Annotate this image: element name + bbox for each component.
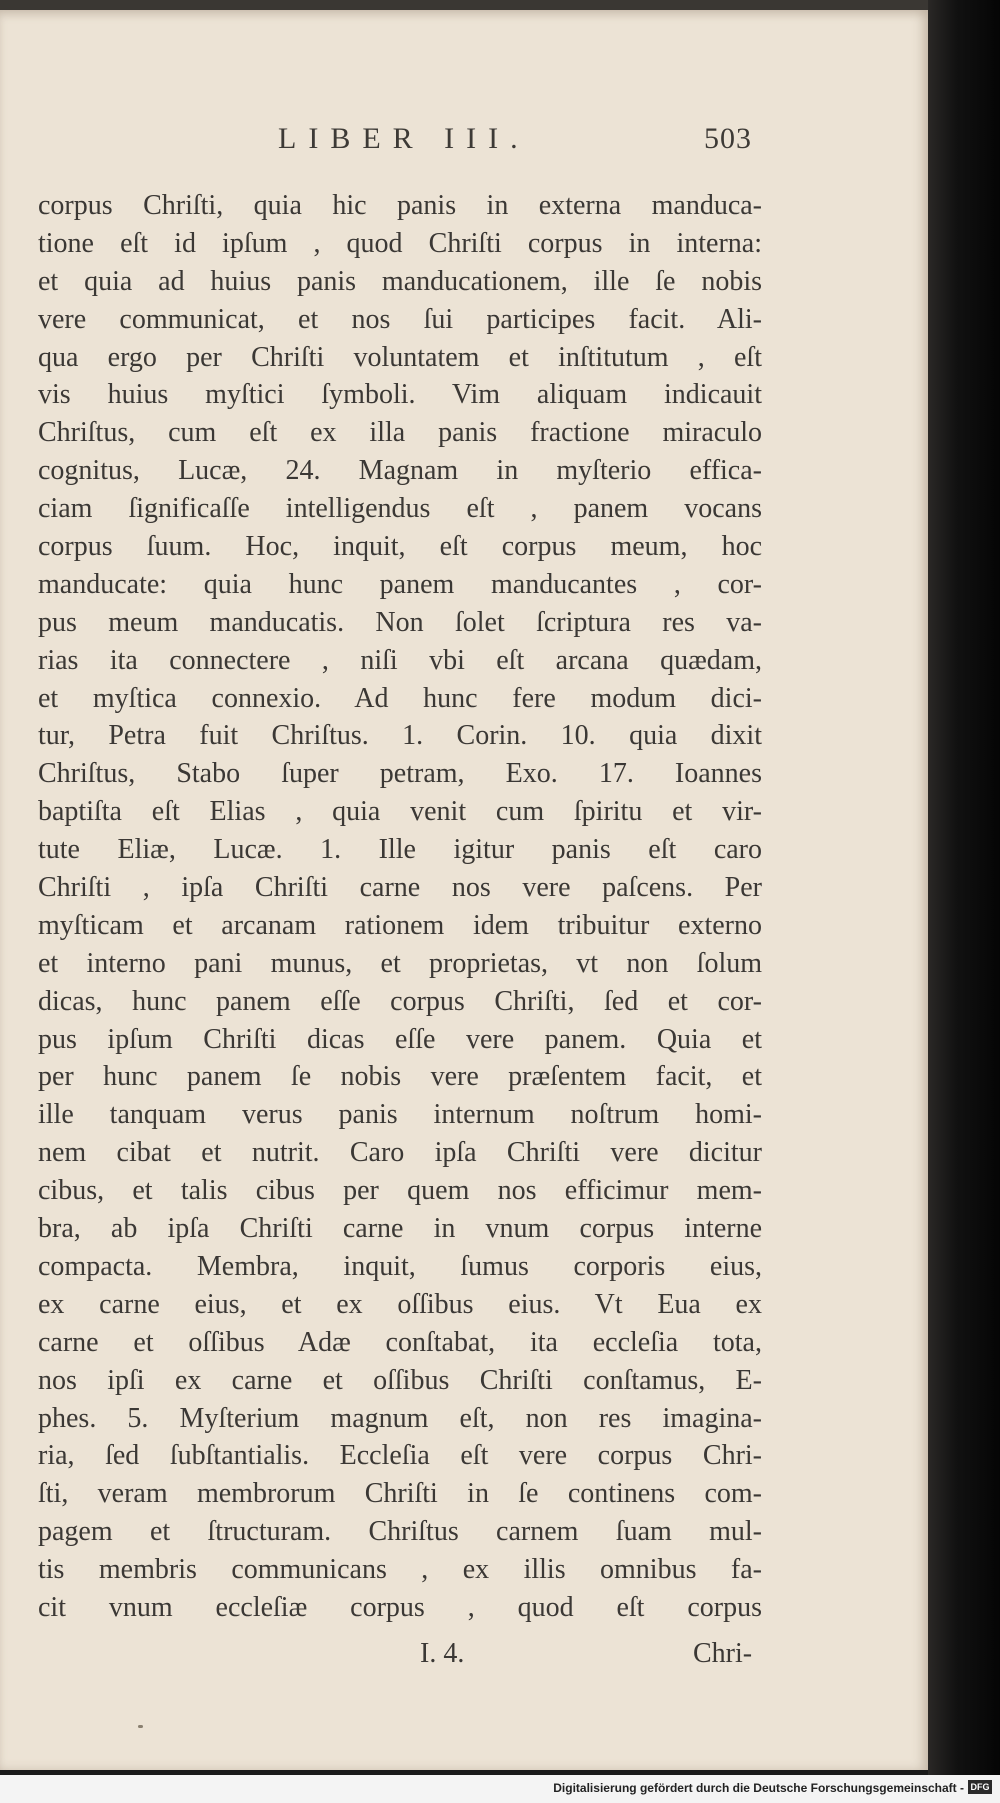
- text-line: et interno pani munus, et proprietas, vt non ſolum: [38, 947, 762, 979]
- text-line: pagem et ſtructuram. Chriſtus carnem ſuam mul-: [38, 1516, 762, 1548]
- text-line: cit vnum eccleſiæ corpus , quod eſt corpus: [38, 1591, 762, 1623]
- text-line: pus meum manducatis. Non ſolet ſcriptura res va-: [38, 606, 762, 638]
- text-line: myſticam et arcanam rationem idem tribuitur externo: [38, 909, 762, 941]
- text-line: tis membris communicans , ex illis omnibus fa-: [38, 1554, 762, 1586]
- text-line: vis huius myſtici ſymboli. Vim aliquam indicauit: [38, 379, 762, 411]
- text-line: carne et oſſibus Adæ conſtabat, ita eccleſia tota,: [38, 1326, 762, 1358]
- text-line: Chriſtus, Stabo ſuper petram, Exo. 17. Ioannes: [38, 758, 762, 790]
- text-line: nem cibat et nutrit. Caro ipſa Chriſti vere dicitur: [38, 1137, 762, 1169]
- text-line: ille tanquam verus panis internum noſtrum homi-: [38, 1099, 762, 1131]
- text-line: corpus ſuum. Hoc, inquit, eſt corpus meum, hoc: [38, 531, 762, 563]
- text-line: qua ergo per Chriſti voluntatem et inſtitutum , eſt: [38, 341, 762, 373]
- paper-speck: [138, 1725, 143, 1728]
- page-number: 503: [704, 122, 752, 155]
- text-line: manducate: quia hunc panem manducantes , cor-: [38, 568, 762, 600]
- text-line: phes. 5. Myſterium magnum eſt, non res imagina-: [38, 1402, 762, 1434]
- text-line: Chriſtus, cum eſt ex illa panis fractione miraculo: [38, 417, 762, 449]
- book-page: [0, 10, 928, 1770]
- running-header: [0, 122, 928, 162]
- text-line: Chriſti , ipſa Chriſti carne nos vere paſcens. Per: [38, 872, 762, 904]
- text-line: bra, ab ipſa Chriſti carne in vnum corpus interne: [38, 1213, 762, 1245]
- text-line: pus ipſum Chriſti dicas eſſe vere panem. Quia et: [38, 1023, 762, 1055]
- digitization-footer: [0, 1775, 1000, 1803]
- text-line: tute Eliæ, Lucæ. 1. Ille igitur panis eſt caro: [38, 834, 762, 866]
- running-title: LIBER III.: [278, 122, 530, 155]
- text-line: tione eſt id ipſum , quod Chriſti corpus in interna:: [38, 227, 762, 259]
- text-line: corpus Chriſti, quia hic panis in externa manduca-: [38, 190, 762, 221]
- text-line: ex carne eius, et ex oſſibus eius. Vt Eua ex: [38, 1288, 762, 1320]
- funding-note: Digitalisierung gefördert durch die Deutsche Forschungsgemeinschaft -: [553, 1781, 964, 1795]
- text-line: per hunc panem ſe nobis vere præſentem facit, et: [38, 1061, 762, 1093]
- text-line: baptiſta eſt Elias , quia venit cum ſpiritu et vir-: [38, 796, 762, 828]
- scan-right-edge: [928, 0, 1000, 1775]
- text-line: ciam ſignificaſſe intelligendus eſt , panem vocans: [38, 493, 762, 525]
- text-line: cognitus, Lucæ, 24. Magnam in myſterio effica-: [38, 455, 762, 487]
- text-line: ria, ſed ſubſtantialis. Eccleſia eſt vere corpus Chri-: [38, 1440, 762, 1472]
- text-line: et quia ad huius panis manducationem, ille ſe nobis: [38, 265, 762, 297]
- text-line: compacta. Membra, inquit, ſumus corporis eius,: [38, 1250, 762, 1282]
- text-line: cibus, et talis cibus per quem nos efficimur mem-: [38, 1175, 762, 1207]
- scan-top-edge: [0, 0, 1000, 10]
- catchword: Chri-: [693, 1638, 753, 1669]
- text-line: nos ipſi ex carne et oſſibus Chriſti conſtamus, E-: [38, 1364, 762, 1396]
- page-foot: [0, 1638, 928, 1678]
- body-text: [38, 187, 762, 1627]
- text-line: tur, Petra fuit Chriſtus. 1. Corin. 10. quia dixit: [38, 720, 762, 752]
- signature-mark: I. 4.: [420, 1638, 465, 1669]
- dfg-logo: DFG: [968, 1780, 992, 1794]
- text-line: ſti, veram membrorum Chriſti in ſe continens com-: [38, 1478, 762, 1510]
- text-line: rias ita connectere , niſi vbi eſt arcana quædam,: [38, 644, 762, 676]
- text-line: vere communicat, et nos ſui participes facit. Ali-: [38, 303, 762, 335]
- text-line: et myſtica connexio. Ad hunc fere modum dici-: [38, 682, 762, 714]
- text-line: dicas, hunc panem eſſe corpus Chriſti, ſed et cor-: [38, 985, 762, 1017]
